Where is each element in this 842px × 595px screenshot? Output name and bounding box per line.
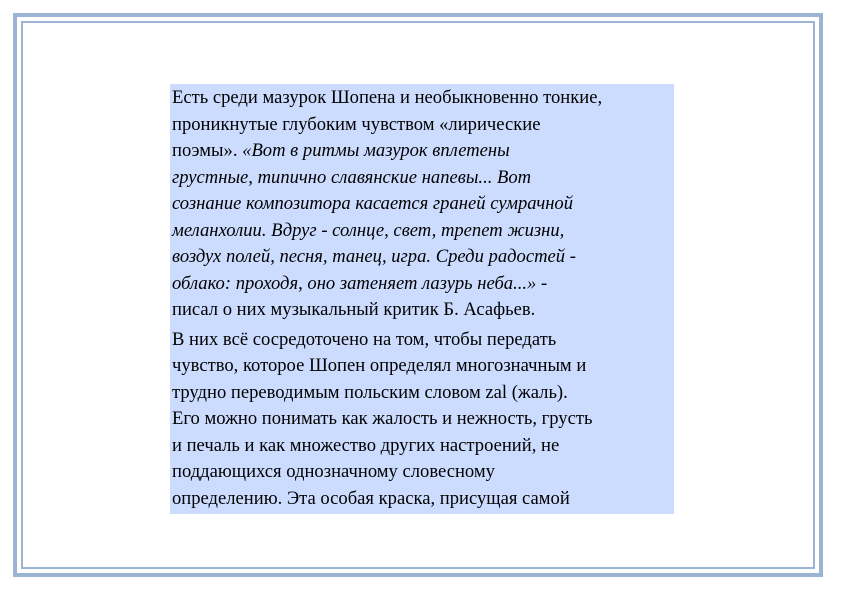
text-line: Есть среди мазурок Шопена и необыкновенно тонкие,: [172, 87, 603, 108]
text-box: [170, 84, 674, 514]
text-line: В них всё сосредоточено на том, чтобы передать: [172, 328, 557, 350]
text-line: трудно переводимым польским словом zal (жаль).: [172, 381, 568, 403]
quote-text: сознание композитора касается граней сумрачной: [172, 193, 574, 214]
text-line: облако: проходя, оно затеняет лазурь неба...» -: [172, 272, 548, 294]
text-line: Его можно понимать как жалость и нежность, грусть: [172, 408, 593, 429]
text-line: проникнутые глубоким чувством «лирические: [172, 113, 541, 135]
quote-text: грустные, типично славянские напевы... Вот: [172, 166, 532, 188]
text-line: писал о них музыкальный критик Б. Асафьев.: [172, 299, 536, 320]
text-line: определению. Эта особая краска, присущая самой: [172, 487, 570, 509]
quote-text: воздух полей, песня, танец, игра. Среди радостей -: [172, 246, 576, 267]
text-line: чувство, которое Шопен определял многозначным и: [172, 355, 587, 376]
quote-text: «Вот в ритмы мазурок вплетены: [242, 140, 510, 161]
quote-text: меланхолии. Вдруг - солнце, свет, трепет жизни,: [172, 219, 565, 241]
quote-text: облако: проходя, оно затеняет лазурь неба...»: [172, 272, 537, 294]
paragraph-2: [172, 327, 672, 513]
text-line: поддающихся однозначному словесному: [172, 461, 495, 482]
text-line: поэмы». «Вот в ритмы мазурок вплетены: [172, 140, 510, 161]
text-line: и печаль и как множество других настроений, не: [172, 434, 560, 456]
paragraph-1: [172, 85, 672, 324]
